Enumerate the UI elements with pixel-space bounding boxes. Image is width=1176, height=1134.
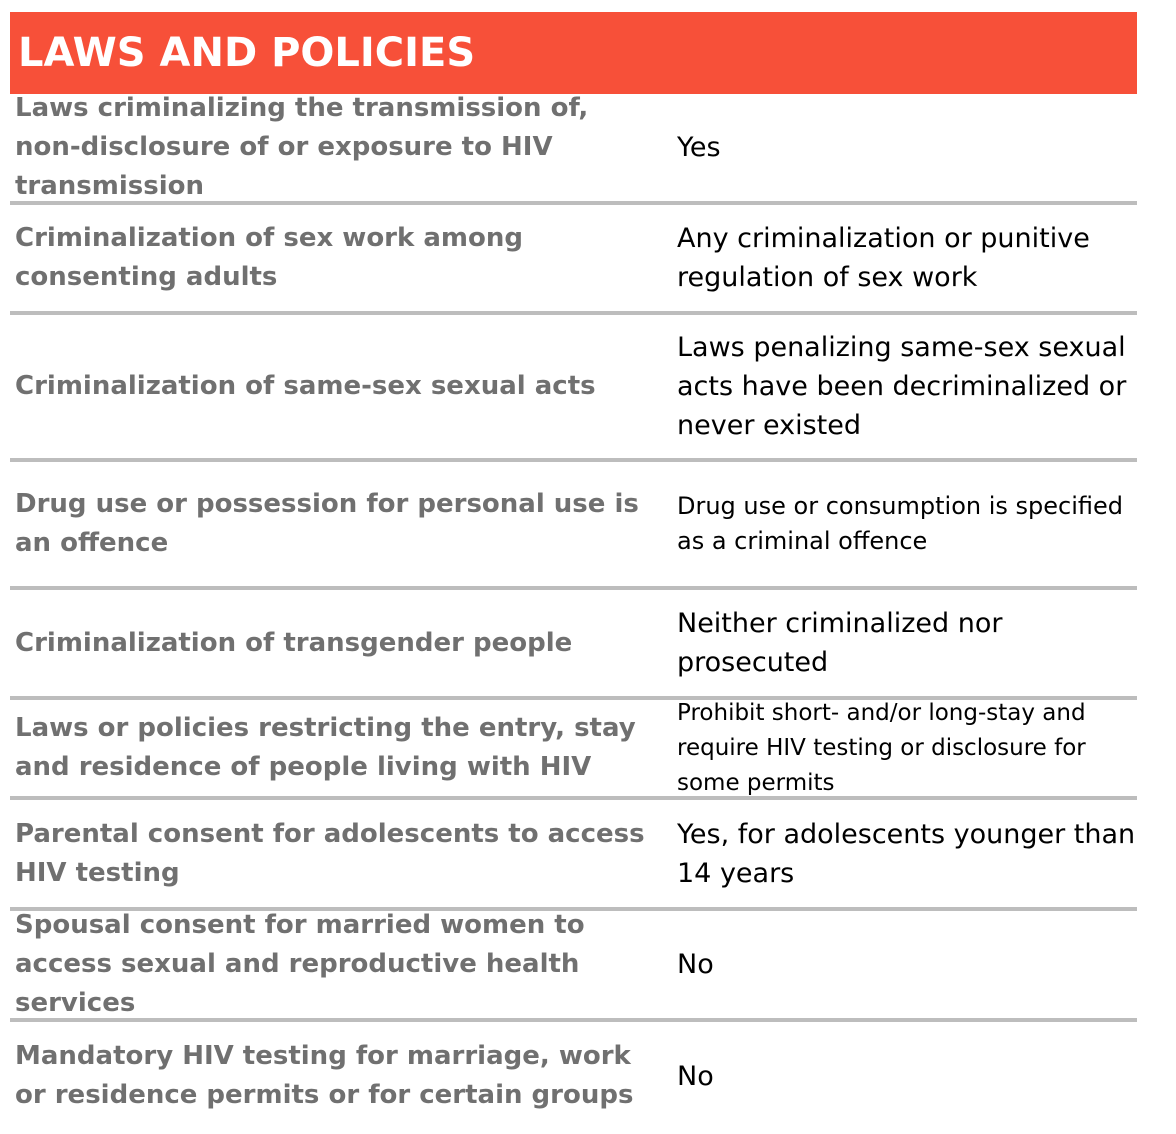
table-row [10, 94, 1137, 205]
row-value: Drug use or consumption is specified as a criminal offence [677, 492, 1124, 555]
table-row [10, 700, 1137, 800]
row-label: Criminalization of same-sex sexual acts [15, 371, 596, 401]
row-value: Yes, for adolescents younger than 14 years [677, 818, 1136, 889]
laws-policies-table [10, 94, 1137, 1130]
table-row [10, 205, 1137, 315]
row-value: Prohibit short- and/or long-stay and require HIV testing or disclosure for some permits [677, 699, 1086, 796]
row-value: Yes [677, 132, 721, 163]
row-label: Spousal consent for married women to access sexual and reproductive health services [15, 910, 585, 1018]
table-row [10, 800, 1137, 911]
table-row [10, 315, 1137, 462]
row-label: Laws criminalizing the transmission of, non-disclosure of or exposure to HIV transmission [15, 93, 589, 201]
row-label: Laws or policies restricting the entry, stay and residence of people living with HIV [15, 713, 636, 782]
row-value: No [677, 1060, 714, 1092]
row-value: No [677, 949, 714, 980]
row-label: Criminalization of sex work among consenting adults [15, 223, 523, 292]
row-label: Criminalization of transgender people [15, 627, 573, 658]
table-row [10, 1022, 1137, 1130]
table-row [10, 462, 1137, 590]
row-label: Mandatory HIV testing for marriage, work or residence permits or for certain groups [15, 1041, 634, 1110]
table-row [10, 590, 1137, 700]
section-title: LAWS AND POLICIES [18, 30, 476, 76]
row-value: Neither criminalized nor prosecuted [677, 608, 1003, 678]
row-label: Parental consent for adolescents to access HIV testing [15, 818, 645, 888]
row-value: Laws penalizing same-sex sexual acts have been decriminalized or never existed [677, 332, 1127, 441]
row-label: Drug use or possession for personal use is an offence [15, 489, 639, 558]
table-row [10, 911, 1137, 1022]
row-value: Any criminalization or punitive regulation of sex work [677, 223, 1090, 293]
section-header [10, 12, 1137, 94]
